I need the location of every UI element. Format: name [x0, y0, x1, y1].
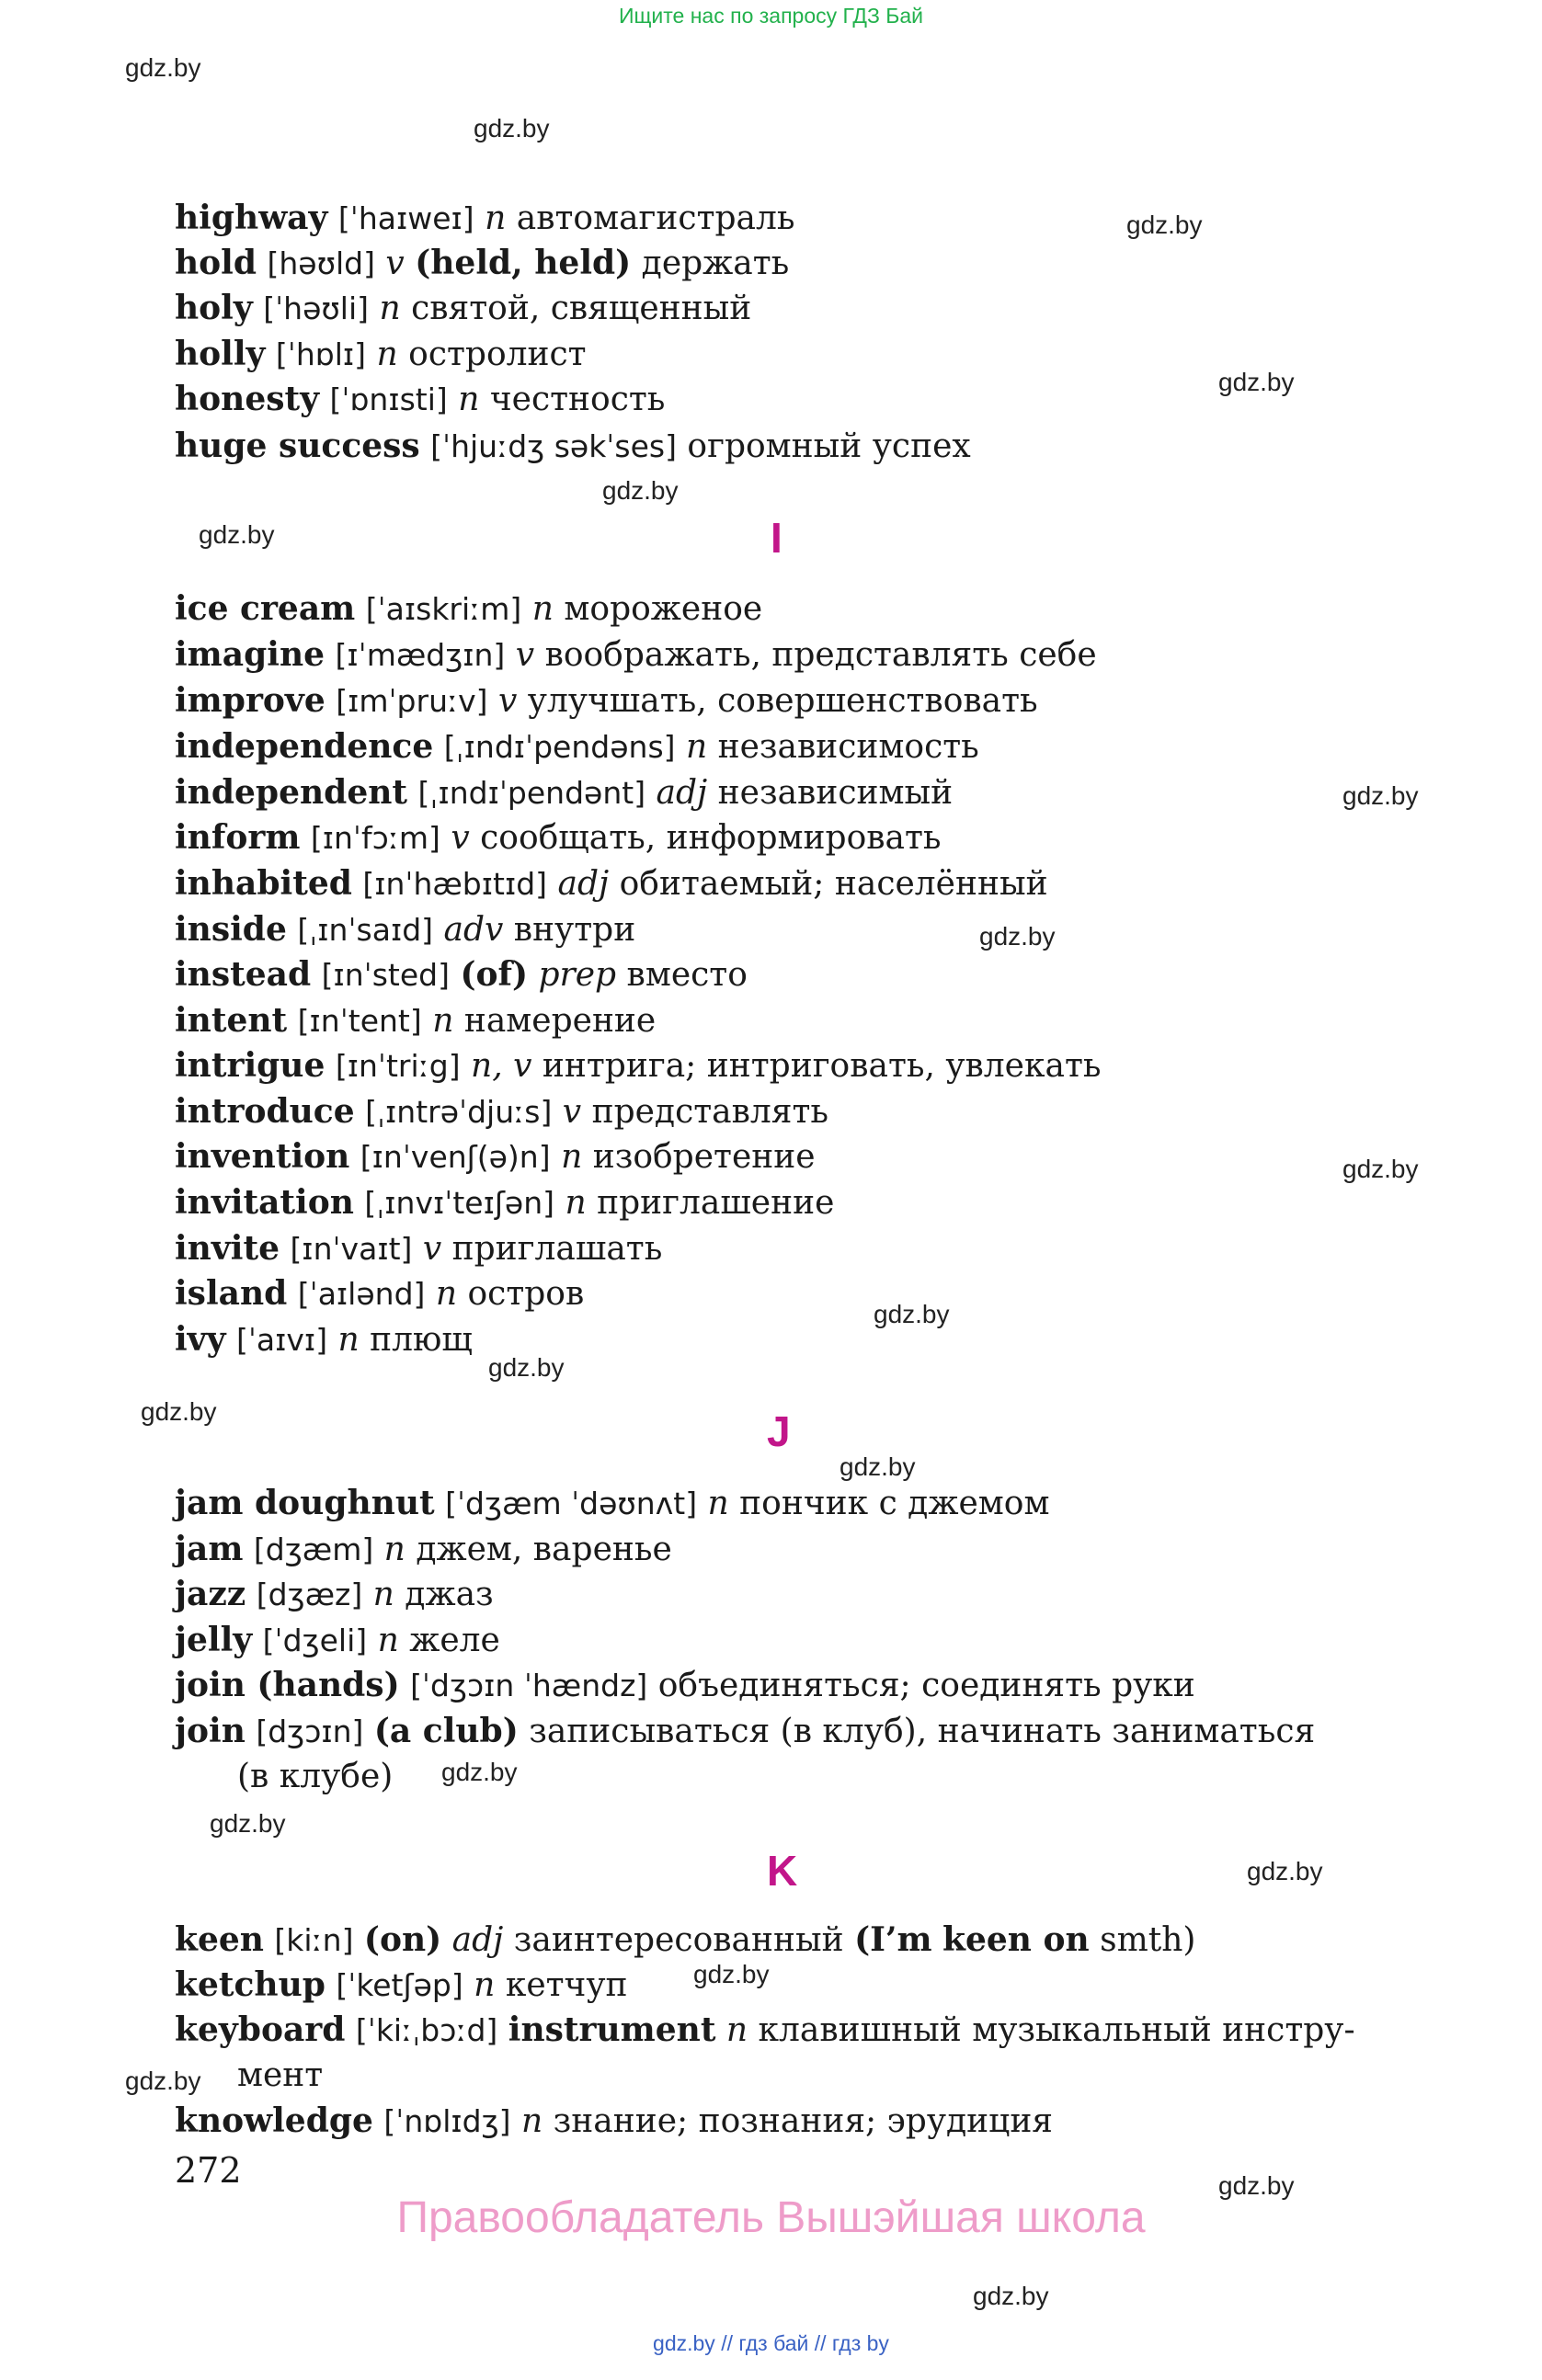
entry-independent	[175, 771, 953, 814]
example-keyword: keen on	[942, 1920, 1090, 1959]
definition: мороженое	[564, 590, 763, 628]
definition: улучшать, совершенствовать	[527, 682, 1038, 720]
forms: (held, held)	[415, 244, 632, 282]
part-of-speech: n	[685, 728, 708, 766]
headword: imagine	[175, 635, 326, 674]
entry-highway	[175, 197, 794, 240]
entry-join-hands	[175, 1664, 1195, 1707]
watermark: gdz.by	[979, 922, 1056, 951]
watermark: gdz.by	[199, 520, 275, 549]
headword: island	[175, 1274, 288, 1313]
headword: inform	[175, 818, 301, 857]
transcription: [ˈdʒeli]	[262, 1623, 368, 1658]
definition: воображать, представлять себе	[544, 636, 1097, 674]
watermark: gdz.by	[1218, 2171, 1295, 2200]
definition: остролист	[408, 336, 587, 373]
transcription: [ˈaɪlənd]	[297, 1276, 426, 1312]
entry-jazz	[175, 1573, 494, 1616]
headword: invite	[175, 1229, 280, 1268]
entry-inside	[175, 908, 635, 951]
headword: honesty	[175, 380, 320, 418]
watermark: gdz.by	[840, 1452, 916, 1481]
definition: обитаемый; населённый	[619, 865, 1048, 903]
entry-invitation	[175, 1181, 834, 1224]
part-of-speech: n	[485, 199, 507, 237]
headword: keyboard	[175, 2010, 346, 2049]
definition: объединяться; соединять руки	[657, 1667, 1195, 1704]
transcription: [ɪnˈvaɪt]	[290, 1231, 413, 1267]
definition: плющ	[370, 1321, 473, 1359]
definition: сообщать, информировать	[480, 819, 942, 857]
entry-imagine	[175, 633, 1097, 677]
definition: интрига; интриговать, увлекать	[542, 1047, 1102, 1085]
part-of-speech: n	[474, 1966, 496, 2004]
part-of-speech: v	[422, 1230, 442, 1268]
transcription: [dʒɔɪn]	[256, 1714, 364, 1749]
headword: independence	[175, 727, 434, 766]
entry-intent	[175, 999, 656, 1042]
headword: join (hands)	[175, 1666, 400, 1704]
watermark: gdz.by	[474, 114, 550, 142]
transcription: [ˈhɒlɪ]	[275, 336, 367, 372]
section-letter-i: I	[771, 514, 782, 562]
entry-ketchup	[175, 1964, 628, 2007]
part-of-speech: v	[515, 636, 535, 674]
example-open: (I’m	[854, 1920, 932, 1959]
part-of-speech: v	[451, 819, 470, 857]
entry-jam	[175, 1528, 672, 1571]
definition: представлять	[591, 1093, 828, 1131]
part-of-speech: adj	[557, 865, 610, 903]
headword: intent	[175, 1001, 288, 1040]
headword: invention	[175, 1137, 350, 1176]
entry-jam-doughnut	[175, 1482, 1049, 1525]
part-of-speech: adv	[443, 911, 504, 949]
definition: независимость	[717, 728, 979, 766]
entry-holy	[175, 287, 751, 330]
entry-keen	[175, 1919, 1195, 1962]
entry-huge-success	[175, 425, 971, 468]
part-of-speech: prep	[538, 956, 617, 994]
transcription: [ɪˈmædʒɪn]	[335, 637, 506, 673]
watermark: gdz.by	[1247, 1857, 1323, 1885]
part-of-speech: v	[562, 1093, 582, 1131]
transcription: [ɪnˈsted]	[321, 957, 450, 993]
headword: knowledge	[175, 2101, 373, 2140]
definition: клавишный музыкальный инстру-	[758, 2011, 1355, 2049]
headword: introduce	[175, 1092, 355, 1131]
entry-intrigue	[175, 1044, 1101, 1088]
headword: jam	[175, 1530, 244, 1568]
definition: записываться (в клуб), начинать заниматься	[529, 1713, 1316, 1750]
part-of-speech: adj	[656, 774, 708, 812]
preposition-on: (on)	[363, 1920, 442, 1959]
headword: ice cream	[175, 589, 356, 628]
entry-knowledge	[175, 2100, 1053, 2143]
entry-ivy	[175, 1318, 473, 1361]
transcription: [ˈdʒæm ˈdəʊnʌt]	[445, 1486, 698, 1521]
part-of-speech: n	[531, 590, 554, 628]
watermark: gdz.by	[1342, 1155, 1419, 1183]
section-letter-k: K	[767, 1847, 798, 1895]
definition: пончик с джемом	[739, 1485, 1050, 1522]
transcription: [ˈɒnɪsti]	[329, 381, 448, 417]
entry-ice-cream	[175, 587, 762, 631]
watermark: gdz.by	[693, 1960, 770, 1988]
entry-join-club	[175, 1710, 1315, 1753]
part-of-speech: n	[372, 1576, 394, 1613]
entry-holly	[175, 333, 587, 376]
entry-improve	[175, 679, 1038, 723]
entry-independence	[175, 725, 979, 769]
headword: huge success	[175, 427, 420, 465]
headword: intrigue	[175, 1046, 326, 1085]
transcription: [ˌɪnvɪˈteɪʃən]	[364, 1185, 555, 1221]
definition: независимый	[717, 774, 954, 812]
part-of-speech: n	[432, 1002, 454, 1040]
entry-honesty	[175, 378, 665, 421]
headword: independent	[175, 773, 408, 812]
watermark: gdz.by	[141, 1397, 217, 1426]
transcription: [ˌɪndɪˈpendənt]	[417, 775, 646, 811]
headword: ketchup	[175, 1965, 326, 2004]
part-of-speech: n, v	[471, 1047, 532, 1085]
entry-instead	[175, 953, 748, 996]
part-of-speech: n	[561, 1138, 583, 1176]
transcription: [ˌɪntrəˈdjuːs]	[365, 1094, 553, 1130]
definition: святой, священный	[411, 290, 752, 327]
entry-invention	[175, 1135, 816, 1179]
transcription: [ˈhjuːdʒ səkˈses]	[430, 428, 677, 464]
watermark: gdz.by	[1342, 781, 1419, 810]
entry-introduce	[175, 1090, 828, 1133]
headword: inside	[175, 910, 287, 949]
part-of-speech: n	[707, 1485, 729, 1522]
definition-continuation: (в клубе)	[237, 1758, 394, 1795]
definition: джем, варенье	[416, 1531, 672, 1568]
transcription: [ˌɪndɪˈpendəns]	[443, 729, 676, 765]
preposition-of: (of)	[460, 955, 529, 994]
headword: inhabited	[175, 864, 352, 903]
headword: invitation	[175, 1183, 354, 1222]
definition-continuation: мент	[237, 2056, 324, 2094]
definition: знание; познания; эрудиция	[553, 2102, 1054, 2140]
headword: jazz	[175, 1575, 246, 1613]
definition: автомагистраль	[516, 199, 795, 237]
definition: приглашение	[597, 1184, 835, 1222]
transcription: [ɪnˈhæbɪtɪd]	[362, 866, 548, 902]
part-of-speech: v	[385, 245, 405, 282]
part-of-speech: n	[725, 2011, 748, 2049]
part-of-speech: n	[435, 1275, 458, 1313]
watermark: gdz.by	[1126, 211, 1203, 239]
definition: желе	[409, 1622, 500, 1659]
headword: keen	[175, 1920, 264, 1959]
transcription: [ˈaɪvɪ]	[235, 1322, 328, 1358]
headword-part: instrument	[508, 2010, 716, 2049]
top-banner: Ищите нас по запросу ГДЗ Бай	[618, 4, 924, 28]
entry-inhabited	[175, 862, 1048, 905]
context: (a club)	[373, 1712, 519, 1750]
definition: огромный успех	[687, 427, 971, 465]
part-of-speech: n	[377, 1622, 399, 1659]
transcription: [ɪnˈfɔːm]	[310, 820, 440, 856]
transcription: [həʊld]	[267, 245, 375, 281]
headword: hold	[175, 244, 257, 282]
part-of-speech: adj	[451, 1921, 504, 1959]
definition: изобретение	[592, 1138, 816, 1176]
footer-links[interactable]: gdz.by // гдз бай // гдз by	[653, 2331, 889, 2355]
watermark: gdz.by	[602, 476, 679, 505]
transcription: [ˈketʃəp]	[336, 1967, 463, 2003]
definition: внутри	[513, 911, 636, 949]
rights-holder: Правообладатель Вышэйшая школа	[396, 2193, 1146, 2242]
transcription: [ɪnˈtriːg]	[335, 1048, 461, 1084]
transcription: [ˈdʒɔɪn ˈhændz]	[410, 1668, 648, 1703]
headword: highway	[175, 199, 328, 237]
definition: приглашать	[451, 1230, 663, 1268]
part-of-speech: n	[376, 336, 398, 373]
watermark: gdz.by	[874, 1300, 950, 1328]
definition: вместо	[626, 956, 748, 994]
watermark: gdz.by	[973, 2282, 1049, 2310]
transcription: [kiːn]	[274, 1922, 354, 1958]
transcription: [ɪmˈpruːv]	[336, 683, 488, 719]
transcription: [ˌɪnˈsaɪd]	[297, 912, 434, 948]
transcription: [ˈkiːˌbɔːd]	[355, 2012, 498, 2048]
entry-hold	[175, 242, 789, 285]
headword: instead	[175, 955, 312, 994]
definition: намерение	[463, 1002, 657, 1040]
headword: improve	[175, 681, 326, 720]
entry-island	[175, 1272, 584, 1315]
part-of-speech: n	[379, 290, 401, 327]
definition: остров	[467, 1275, 585, 1313]
headword: ivy	[175, 1320, 226, 1359]
watermark: gdz.by	[125, 53, 201, 82]
definition: заинтересованный	[513, 1921, 844, 1959]
page-number: 272	[175, 2150, 242, 2191]
transcription: [dʒæm]	[253, 1532, 374, 1567]
watermark: gdz.by	[488, 1353, 565, 1382]
watermark: gdz.by	[441, 1758, 518, 1786]
part-of-speech: n	[520, 2102, 543, 2140]
entry-jelly	[175, 1619, 500, 1662]
definition: джаз	[405, 1576, 494, 1613]
entry-keyboard	[175, 2009, 1355, 2052]
part-of-speech: n	[565, 1184, 587, 1222]
transcription: [dʒæz]	[256, 1577, 363, 1612]
transcription: [ˈnɒlɪdʒ]	[383, 2103, 511, 2139]
headword: jam doughnut	[175, 1484, 435, 1522]
entry-invite	[175, 1227, 662, 1270]
transcription: [ˈhəʊli]	[263, 290, 369, 326]
headword: holy	[175, 289, 253, 327]
transcription: [ɪnˈtent]	[297, 1003, 422, 1039]
part-of-speech: n	[337, 1321, 360, 1359]
headword: jelly	[175, 1621, 253, 1659]
section-letter-j: J	[767, 1407, 791, 1455]
entry-inform	[175, 816, 942, 860]
transcription: [ɪnˈvenʃ(ə)n]	[360, 1139, 551, 1175]
headword: join	[175, 1712, 246, 1750]
part-of-speech: n	[383, 1531, 405, 1568]
definition: честность	[489, 381, 666, 418]
definition: кетчуп	[505, 1966, 628, 2004]
part-of-speech: n	[458, 381, 480, 418]
definition: держать	[641, 245, 790, 282]
transcription: [ˈaɪskriːm]	[365, 591, 522, 627]
example-close: smth)	[1100, 1921, 1196, 1959]
headword: holly	[175, 335, 266, 373]
watermark: gdz.by	[1218, 368, 1295, 396]
transcription: [ˈhaɪweɪ]	[337, 200, 474, 236]
watermark: gdz.by	[125, 2067, 201, 2095]
part-of-speech: v	[497, 682, 518, 720]
watermark: gdz.by	[210, 1809, 286, 1838]
